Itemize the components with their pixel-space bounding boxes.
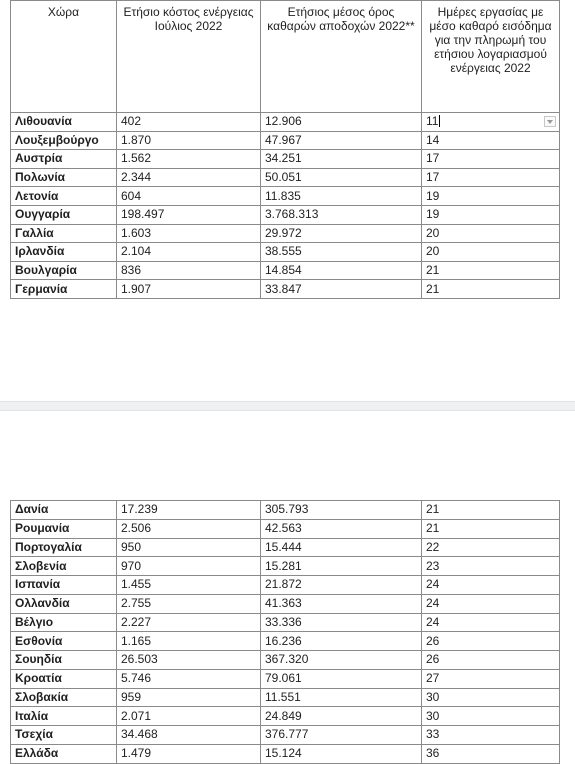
work-days-cell-text: 17 (426, 151, 440, 166)
avg-net-income-cell[interactable] (261, 224, 422, 243)
work-days-cell-text: 33 (426, 727, 440, 742)
annual-cost-cell-text: 1.603 (121, 225, 152, 240)
country-cell-text: Τσεχία (15, 727, 53, 742)
annual-cost-cell[interactable] (117, 261, 261, 280)
work-days-cell[interactable] (422, 150, 560, 169)
annual-cost-cell-text: 1.870 (121, 132, 152, 147)
work-days-cell-text: 21 (426, 502, 440, 517)
annual-cost-cell[interactable] (117, 150, 261, 169)
table-row (11, 205, 560, 224)
country-cell[interactable] (11, 131, 117, 150)
country-cell-text: Γαλλία (15, 225, 54, 240)
country-cell-text: Βουλγαρία (15, 263, 77, 278)
avg-net-income-cell[interactable] (261, 669, 422, 688)
avg-net-income-cell[interactable] (261, 726, 422, 745)
country-cell-text: Λετονία (15, 188, 59, 203)
work-days-cell[interactable] (422, 243, 560, 262)
annual-cost-cell[interactable] (117, 131, 261, 150)
annual-cost-cell[interactable] (117, 576, 261, 595)
country-cell[interactable] (11, 224, 117, 243)
energy-cost-table-part-1 (10, 0, 560, 299)
avg-net-income-cell-text: 15.124 (265, 746, 302, 761)
country-cell[interactable] (11, 168, 117, 187)
annual-cost-cell[interactable] (117, 243, 261, 262)
avg-net-income-cell[interactable] (261, 280, 422, 299)
table-row (11, 632, 560, 651)
work-days-cell-text: 21 (426, 521, 440, 536)
work-days-cell-text: 17 (426, 170, 440, 185)
annual-cost-cell-text: 2.344 (121, 170, 152, 185)
avg-net-income-cell-text: 41.363 (265, 596, 302, 611)
work-days-cell[interactable] (422, 187, 560, 206)
work-days-cell[interactable] (422, 501, 560, 520)
annual-cost-cell[interactable] (117, 538, 261, 557)
annual-cost-cell[interactable] (117, 632, 261, 651)
annual-cost-cell-text: 2.227 (121, 614, 152, 629)
avg-net-income-cell-text: 12.906 (265, 114, 302, 129)
work-days-cell[interactable] (422, 613, 560, 632)
annual-cost-cell[interactable] (117, 594, 261, 613)
avg-net-income-cell-text: 11.835 (265, 188, 301, 203)
work-days-cell-text: 27 (426, 671, 440, 686)
country-cell[interactable] (11, 707, 117, 726)
header-avg-net-income: Ετήσιος μέσος όρος καθαρών αποδοχών 2022** (261, 1, 422, 113)
avg-net-income-cell-text: 33.847 (265, 281, 302, 296)
work-days-cell[interactable] (422, 726, 560, 745)
text-cursor (439, 115, 440, 127)
table-row (11, 150, 560, 169)
annual-cost-cell[interactable] (117, 744, 261, 763)
country-cell-text: Ιταλία (15, 708, 49, 723)
country-cell[interactable] (11, 243, 117, 262)
avg-net-income-cell[interactable] (261, 688, 422, 707)
avg-net-income-cell[interactable] (261, 150, 422, 169)
avg-net-income-cell-text: 3.768.313 (265, 207, 319, 222)
country-cell[interactable] (11, 632, 117, 651)
country-cell[interactable] (11, 280, 117, 299)
table-row (11, 280, 560, 299)
work-days-cell[interactable] (422, 519, 560, 538)
table-row (11, 113, 560, 132)
avg-net-income-cell-text: 21.872 (265, 577, 302, 592)
work-days-cell-text: 24 (426, 596, 440, 611)
work-days-cell[interactable] (422, 261, 560, 280)
country-cell-text: Ολλανδία (15, 596, 70, 611)
annual-cost-cell-text: 26.503 (121, 652, 158, 667)
country-cell[interactable] (11, 501, 117, 520)
table-row (11, 707, 560, 726)
country-cell-text: Πολωνία (15, 170, 66, 185)
country-cell-text: Δανία (15, 502, 49, 517)
country-cell[interactable] (11, 651, 117, 670)
work-days-cell-text: 21 (426, 281, 440, 296)
work-days-cell-text: 21 (426, 263, 440, 278)
page-break (0, 401, 575, 411)
avg-net-income-cell[interactable] (261, 576, 422, 595)
country-cell[interactable] (11, 594, 117, 613)
avg-net-income-cell-text: 15.444 (265, 539, 302, 554)
country-cell[interactable] (11, 669, 117, 688)
avg-net-income-cell[interactable] (261, 187, 422, 206)
work-days-cell[interactable] (422, 669, 560, 688)
avg-net-income-cell[interactable] (261, 632, 422, 651)
work-days-cell[interactable] (422, 576, 560, 595)
country-cell-text: Κροατία (15, 671, 62, 686)
annual-cost-cell-text: 1.562 (121, 151, 152, 166)
avg-net-income-cell[interactable] (261, 538, 422, 557)
avg-net-income-cell-text: 14.854 (265, 263, 302, 278)
annual-cost-cell-text: 1.455 (121, 577, 152, 592)
work-days-cell[interactable] (422, 224, 560, 243)
annual-cost-cell-text: 950 (121, 539, 142, 554)
country-cell[interactable] (11, 205, 117, 224)
avg-net-income-cell[interactable] (261, 243, 422, 262)
annual-cost-cell[interactable] (117, 519, 261, 538)
avg-net-income-cell[interactable] (261, 113, 422, 132)
avg-net-income-cell[interactable] (261, 131, 422, 150)
avg-net-income-cell-text: 11.551 (265, 689, 301, 704)
avg-net-income-cell[interactable] (261, 613, 422, 632)
work-days-cell-text: 24 (426, 577, 440, 592)
country-cell-text: Λιθουανία (15, 114, 72, 129)
avg-net-income-cell[interactable] (261, 261, 422, 280)
table-row (11, 187, 560, 206)
avg-net-income-cell-text: 38.555 (265, 244, 302, 259)
country-cell[interactable] (11, 538, 117, 557)
table-row (11, 243, 560, 262)
avg-net-income-cell-text: 16.236 (265, 633, 302, 648)
work-days-cell-text: 30 (426, 708, 440, 723)
country-cell[interactable] (11, 613, 117, 632)
country-cell-text: Ιρλανδία (15, 244, 65, 259)
work-days-cell[interactable] (422, 707, 560, 726)
work-days-cell-text: 20 (426, 225, 440, 240)
country-cell[interactable] (11, 576, 117, 595)
cell-dropdown-icon[interactable] (544, 116, 556, 127)
country-cell-text: Ισπανία (15, 577, 61, 592)
avg-net-income-cell[interactable] (261, 205, 422, 224)
work-days-cell[interactable] (422, 632, 560, 651)
table-row (11, 576, 560, 595)
table-header-row (11, 1, 560, 113)
annual-cost-cell[interactable] (117, 726, 261, 745)
work-days-cell-text: 14 (426, 132, 440, 147)
country-cell-text: Αυστρία (15, 151, 63, 166)
work-days-cell[interactable] (422, 538, 560, 557)
annual-cost-cell[interactable] (117, 669, 261, 688)
annual-cost-cell[interactable] (117, 688, 261, 707)
country-cell-text: Βέλγιο (15, 614, 54, 629)
header-work-days: Ημέρες εργασίας με μέσο καθαρό εισόδημα για την πληρωμή του ετήσιου λογαριασμού ενέργειας 2022 (422, 1, 560, 113)
annual-cost-cell[interactable] (117, 224, 261, 243)
table-row (11, 669, 560, 688)
country-cell-text: Ρουμανία (15, 521, 70, 536)
annual-cost-cell-text: 34.468 (121, 727, 158, 742)
table-row (11, 613, 560, 632)
avg-net-income-cell-text: 42.563 (265, 521, 302, 536)
annual-cost-cell[interactable] (117, 187, 261, 206)
annual-cost-cell-text: 959 (121, 689, 142, 704)
work-days-cell[interactable] (422, 651, 560, 670)
avg-net-income-cell[interactable] (261, 557, 422, 576)
annual-cost-cell-text: 1.907 (121, 281, 152, 296)
country-cell-text: Σλοβακία (15, 689, 69, 704)
annual-cost-cell[interactable] (117, 613, 261, 632)
country-cell[interactable] (11, 261, 117, 280)
table-row (11, 261, 560, 280)
country-cell[interactable] (11, 187, 117, 206)
annual-cost-cell-text: 970 (121, 558, 142, 573)
country-cell[interactable] (11, 150, 117, 169)
table-row (11, 726, 560, 745)
work-days-cell-text: 19 (426, 207, 440, 222)
annual-cost-cell[interactable] (117, 168, 261, 187)
work-days-cell-text: 19 (426, 188, 440, 203)
work-days-cell[interactable] (422, 113, 560, 132)
annual-cost-cell-text: 17.239 (121, 502, 158, 517)
avg-net-income-cell-text: 305.793 (265, 502, 309, 517)
header-country: Χώρα (11, 1, 117, 113)
work-days-cell-text: 24 (426, 614, 440, 629)
avg-net-income-cell[interactable] (261, 168, 422, 187)
annual-cost-cell-text: 2.506 (121, 521, 152, 536)
avg-net-income-cell[interactable] (261, 651, 422, 670)
annual-cost-cell[interactable] (117, 205, 261, 224)
work-days-cell[interactable] (422, 205, 560, 224)
avg-net-income-cell-text: 47.967 (265, 132, 302, 147)
country-cell-text: Γερμανία (15, 281, 68, 296)
avg-net-income-cell-text: 29.972 (265, 225, 302, 240)
avg-net-income-cell-text: 15.281 (265, 558, 302, 573)
work-days-cell[interactable] (422, 557, 560, 576)
avg-net-income-cell-text: 79.061 (265, 671, 302, 686)
country-cell-text: Ελλάδα (15, 746, 59, 761)
work-days-cell[interactable] (422, 688, 560, 707)
annual-cost-cell[interactable] (117, 280, 261, 299)
country-cell-text: Λουξεμβούργο (15, 132, 99, 147)
work-days-cell[interactable] (422, 280, 560, 299)
annual-cost-cell[interactable] (117, 707, 261, 726)
country-cell[interactable] (11, 519, 117, 538)
avg-net-income-cell-text: 24.849 (265, 708, 302, 723)
avg-net-income-cell[interactable] (261, 707, 422, 726)
work-days-cell-text: 22 (426, 539, 440, 554)
annual-cost-cell[interactable] (117, 651, 261, 670)
work-days-cell-text: 36 (426, 746, 440, 761)
avg-net-income-cell-text: 34.251 (265, 151, 302, 166)
table-row (11, 651, 560, 670)
annual-cost-cell[interactable] (117, 557, 261, 576)
country-cell-text: Εσθονία (15, 633, 63, 648)
table-row (11, 557, 560, 576)
country-cell[interactable] (11, 688, 117, 707)
table-row (11, 131, 560, 150)
avg-net-income-cell-text: 33.336 (265, 614, 302, 629)
annual-cost-cell-text: 5.746 (121, 671, 152, 686)
work-days-cell-text: 11 (426, 114, 439, 129)
annual-cost-cell-text: 1.479 (121, 746, 152, 761)
country-cell-text: Ουγγαρία (15, 207, 71, 222)
avg-net-income-cell-text: 376.777 (265, 727, 309, 742)
annual-cost-cell-text: 836 (121, 263, 142, 278)
work-days-cell[interactable] (422, 168, 560, 187)
table-row (11, 744, 560, 763)
annual-cost-cell-text: 2.071 (121, 708, 152, 723)
country-cell[interactable] (11, 744, 117, 763)
work-days-cell-text: 26 (426, 633, 440, 648)
annual-cost-cell-text: 604 (121, 188, 142, 203)
work-days-cell-text: 23 (426, 558, 440, 573)
work-days-cell-text: 26 (426, 652, 440, 667)
avg-net-income-cell[interactable] (261, 519, 422, 538)
work-days-cell-text: 20 (426, 244, 440, 259)
table-row (11, 538, 560, 557)
avg-net-income-cell[interactable] (261, 594, 422, 613)
avg-net-income-cell[interactable] (261, 744, 422, 763)
work-days-cell-text: 30 (426, 689, 440, 704)
work-days-cell[interactable] (422, 131, 560, 150)
country-cell[interactable] (11, 113, 117, 132)
annual-cost-cell-text: 2.104 (121, 244, 152, 259)
table-row (11, 224, 560, 243)
avg-net-income-cell[interactable] (261, 501, 422, 520)
country-cell[interactable] (11, 557, 117, 576)
country-cell-text: Πορτογαλία (15, 539, 82, 554)
annual-cost-cell-text: 402 (121, 114, 142, 129)
annual-cost-cell-text: 198.497 (121, 207, 165, 222)
table-row (11, 168, 560, 187)
avg-net-income-cell-text: 50.051 (265, 170, 302, 185)
annual-cost-cell-text: 2.755 (121, 596, 152, 611)
energy-cost-table-part-2 (10, 500, 560, 764)
table-row (11, 519, 560, 538)
annual-cost-cell[interactable] (117, 501, 261, 520)
country-cell[interactable] (11, 726, 117, 745)
avg-net-income-cell-text: 367.320 (265, 652, 309, 667)
annual-cost-cell[interactable] (117, 113, 261, 132)
country-cell-text: Σουηδία (15, 652, 62, 667)
table-row (11, 501, 560, 520)
document-page-2 (0, 411, 575, 764)
country-cell-text: Σλοβενία (15, 558, 67, 573)
table-row (11, 688, 560, 707)
table-row (11, 594, 560, 613)
header-annual-cost: Ετήσιο κόστος ενέργειας Ιούλιος 2022 (117, 1, 261, 113)
work-days-cell[interactable] (422, 594, 560, 613)
work-days-cell[interactable] (422, 744, 560, 763)
annual-cost-cell-text: 1.165 (121, 633, 152, 648)
